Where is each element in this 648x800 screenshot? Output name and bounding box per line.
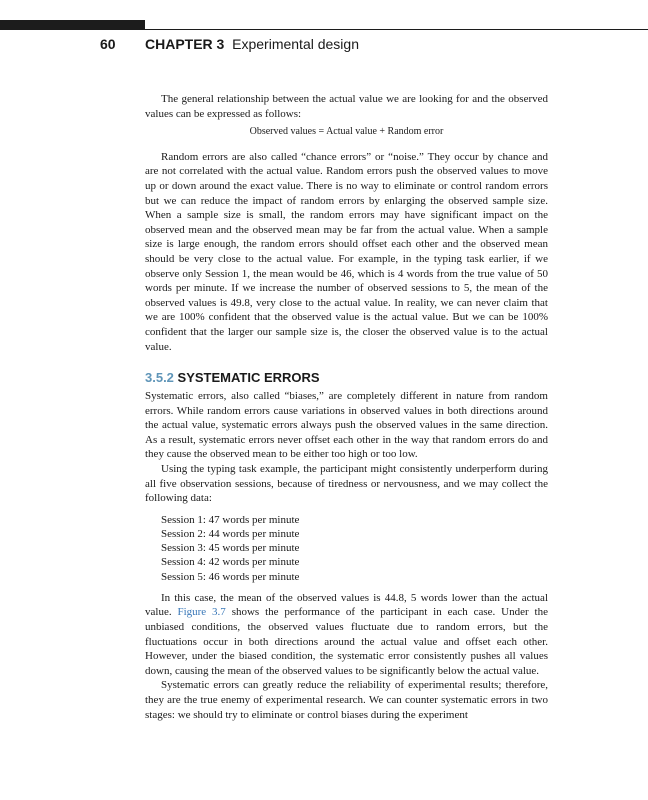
section-heading bbox=[145, 370, 548, 386]
random-errors-paragraph: Random errors are also called “chance errors” or “noise.” They occur by chance and are not correlated with the actual value. Random errors push the observed values to move up or down around the exact value. There is no way to eliminate or control random errors but we can reduce the impact of random errors by enlarging the observed sample size. When a sample size is small, the random errors may have significant impact on the observed mean and the observed mean may be far from the actual value. When a sample size is large enough, the random errors should offset each other and the observed mean should be very close to the actual value. For example, in the typing task earlier, if we observe only Session 1, the mean would be 46, which is 4 words from the true value of 50 words per minute. If we increase the number of observed sessions to 5, the mean of the observed values is 49.8, very close to the actual value. In reality, we can never claim that we are 100% confident that the observed value is the actual value. But we can be 100% confident that the larger our sample size is, the closer the observed value is to the actual value. bbox=[145, 150, 548, 353]
mean-paragraph-text-b: shows the performance of the participant in each case. Under the unbiased conditions, the observed values fluctuate due to random errors, but the fluctuations occur in both directions around the actual value and offset each other. However, under the biased condition, the systematic error consistently pushes all values down, causing the mean of the observed values to be significantly below the actual value. bbox=[145, 606, 548, 677]
session-item: Session 1: 47 words per minute bbox=[161, 513, 300, 526]
systematic-paragraph-1: Systematic errors, also called “biases,” are completely different in nature from random errors. While random errors cause variations in observed values in both directions around the actual value, systematic errors always push the observed values in the same direction. As a result, systematic errors never offset each other in the way that random errors do and they cause the observed mean to be either too high or too low. bbox=[145, 390, 548, 461]
equation: Observed values = Actual value + Random error bbox=[249, 126, 444, 138]
header-rule bbox=[0, 29, 648, 30]
session-item: Session 3: 45 words per minute bbox=[161, 542, 300, 555]
mean-paragraph bbox=[145, 591, 548, 679]
section-title: SYSTEMATIC ERRORS bbox=[177, 370, 320, 386]
intro-paragraph: The general relationship between the actual value we are looking for and the observed values can be expressed as follows: bbox=[145, 93, 548, 120]
running-head bbox=[145, 35, 359, 53]
systematic-paragraph-2: Using the typing task example, the participant might consistently underperform during all five observation sessions, because of tiredness or nervousness, and we may collect the following data: bbox=[145, 463, 548, 505]
section-number: 3.5.2 bbox=[145, 370, 174, 386]
page-body bbox=[145, 92, 548, 722]
session-item: Session 5: 46 words per minute bbox=[161, 570, 300, 583]
chapter-title: Experimental design bbox=[232, 36, 359, 52]
session-item: Session 4: 42 words per minute bbox=[161, 556, 300, 569]
session-list bbox=[161, 513, 548, 584]
running-header bbox=[0, 35, 648, 55]
mean-paragraph-text-a: In this case, the mean of the observed values is 44.8, 5 words lower than the actual value. bbox=[145, 591, 548, 619]
figure-link[interactable]: Figure 3.7 bbox=[177, 606, 226, 619]
session-item: Session 2: 44 words per minute bbox=[161, 528, 300, 541]
chapter-label: CHAPTER 3 bbox=[145, 36, 225, 52]
final-paragraph: Systematic errors can greatly reduce the reliability of experimental results; therefore, they are the true enemy of experimental research. We can counter systematic errors in two stages: we should try to eliminate or control biases during the experiment bbox=[145, 679, 548, 721]
page-number: 60 bbox=[100, 36, 116, 52]
